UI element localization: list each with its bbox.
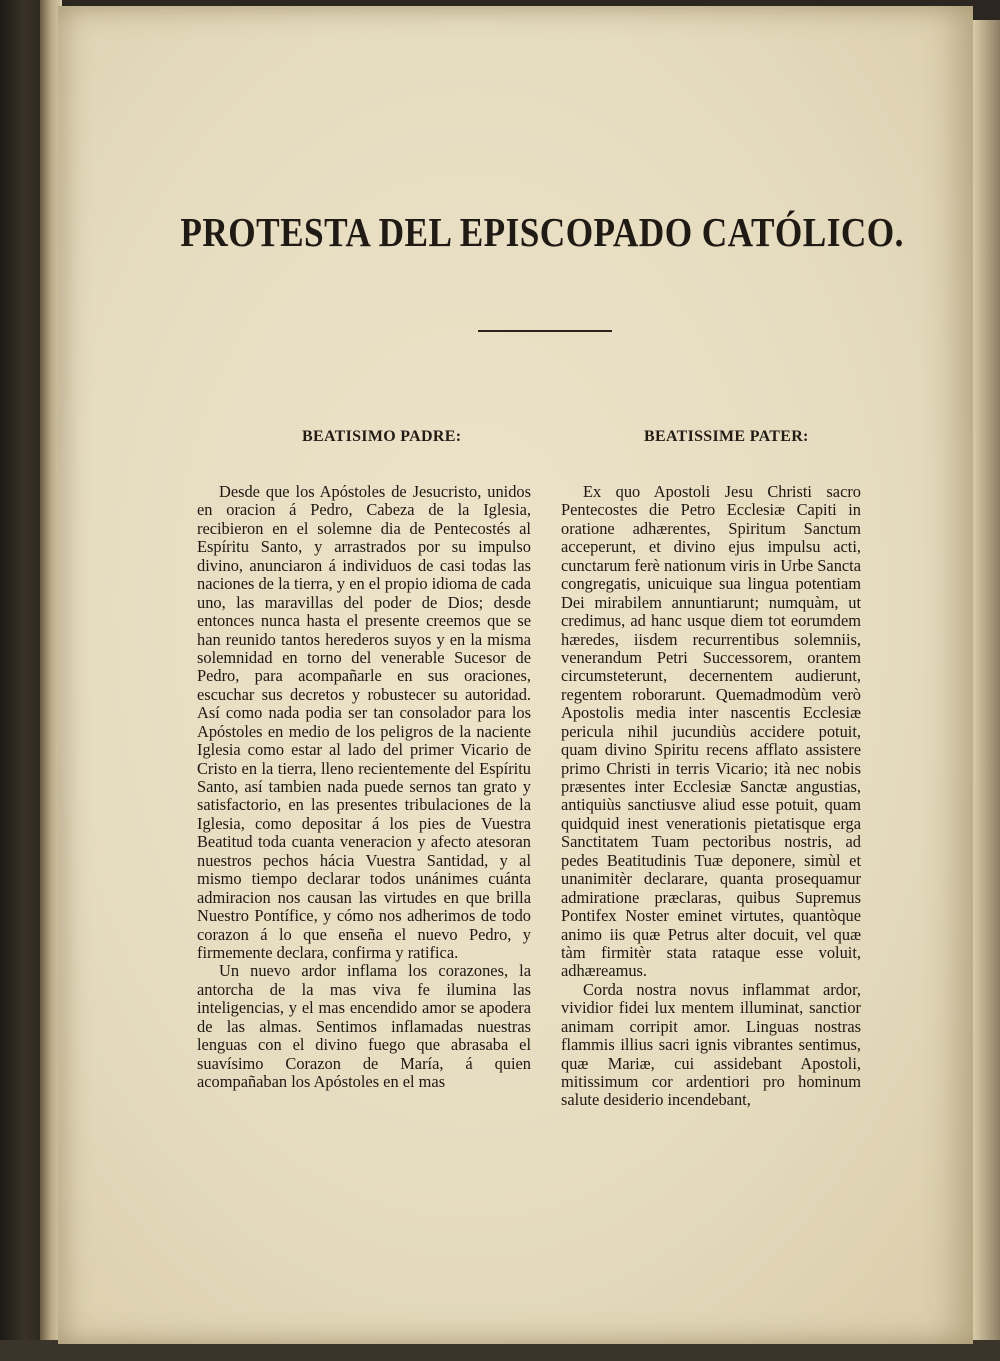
latin-paragraph-2: Corda nostra novus inflammat ardor, vividior fidei lux mentem illuminat, sanctior animam corripit amor. Linguas nostras flammis illius sacri ignis vibrantes sentimus, quæ Mariæ, cui assidebant Apostoli, mitissimum cor ardentiori pro hominum salute desiderio incendebant, [561,979,861,1110]
spanish-heading: BEATISIMO PADRE: [302,428,462,445]
title-divider [478,330,612,332]
page-title: PROTESTA DEL EPISCOPADO CATÓLICO. [180,209,904,255]
spanish-column [197,483,531,1091]
spanish-paragraph-2: Un nuevo ardor inflama los corazones, la antorcha de la mas viva fe ilumina las inteligencias, y el mas encendido amor se apodera de las almas. Sentimos inflamadas nuestras lenguas con el divino fuego que abrasaba el suavísimo Corazon de María, á quien acompañaban los Apóstoles en el mas [197,961,531,1091]
latin-heading: BEATISSIME PATER: [644,428,809,445]
latin-column [561,483,861,1110]
latin-paragraph-1: Ex quo Apostoli Jesu Christi sacro Pentecostes die Petro Ecclesiæ Capiti in oratione adhærentes, Spiritum Sanctum acceperunt, et divino ejus impulsu acti, cunctarum ferè nationum viris in Urbe Sancta congregatis, unicuique sua lingua potentiam Dei mirabilem annuntiarunt; numquàm, ut credimus, ad hanc usque diem tot eorumdem hæredes, iisdem recurrentibus solemniis, venerandum Petri Successorem, orantem circumsteterunt, decernentem audierunt, regentem roborarunt. Quemadmodùm verò Apostolis media inter nascentis Ecclesiæ pericula nihil jucundiùs accidere potuit, quam divino Spiritu recens afflato assistere primo Christi in terris Vicario; ità nec nobis præsentes inter Ecclesiæ Sanctæ angustias, antiquiùs sanctiusve aliud esse potuit, quam quidquid inest venerationis pietatisque erga Sanctitatem Tuam pectoribus nostris, ad pedes Beatitudinis Tuæ deponere, simùl et unanimitèr declarare, quanta prosequamur admiratione præclaras, quibus Supremus Pontifex Noster eminet virtutes, quantòque animo iis quæ Petrus alter docuit, vel quæ tàm firmitèr stata rataque esse voluit, adhæreamus. [561,482,861,981]
spanish-paragraph-1: Desde que los Apóstoles de Jesucristo, unidos en oracion á Pedro, Cabeza de la Iglesia, recibieron en el solemne dia de Pentecostés al Espíritu Santo, y arrastrados por su impulso divino, anunciaron á individuos de casi todas las naciones de la tierra, y en el propio idioma de cada uno, las maravillas del poder de Dios; desde entonces nunca hasta el presente creemos que se han reunido tantos herederos suyos y en la misma solemnidad en torno del venerable Sucesor de Pedro, para acompañarle en sus oraciones, escuchar sus decretos y robustecer su autoridad. Así como nada podia ser tan consolador para los Apóstoles en medio de los peligros de la naciente Iglesia como estar al lado del primer Vicario de Cristo en la tierra, lleno recientemente del Espíritu Santo, así tambien nada puede sernos tan grato y satisfactorio, en las presentes tribulaciones de la Iglesia, como depositar á los pies de Vuestra Beatitud toda cuanta veneracion y afecto atesoran nuestros pechos hácia Vuestra Santidad, y al mismo tiempo declarar todos unánimes cuánta admiracion nos causan las virtudes en que brilla Nuestro Pontífice, y cómo nos adherimos de todo corazon á lo que enseña el nuevo Pedro, y firmemente declara, confirma y ratifica. [197,482,531,962]
